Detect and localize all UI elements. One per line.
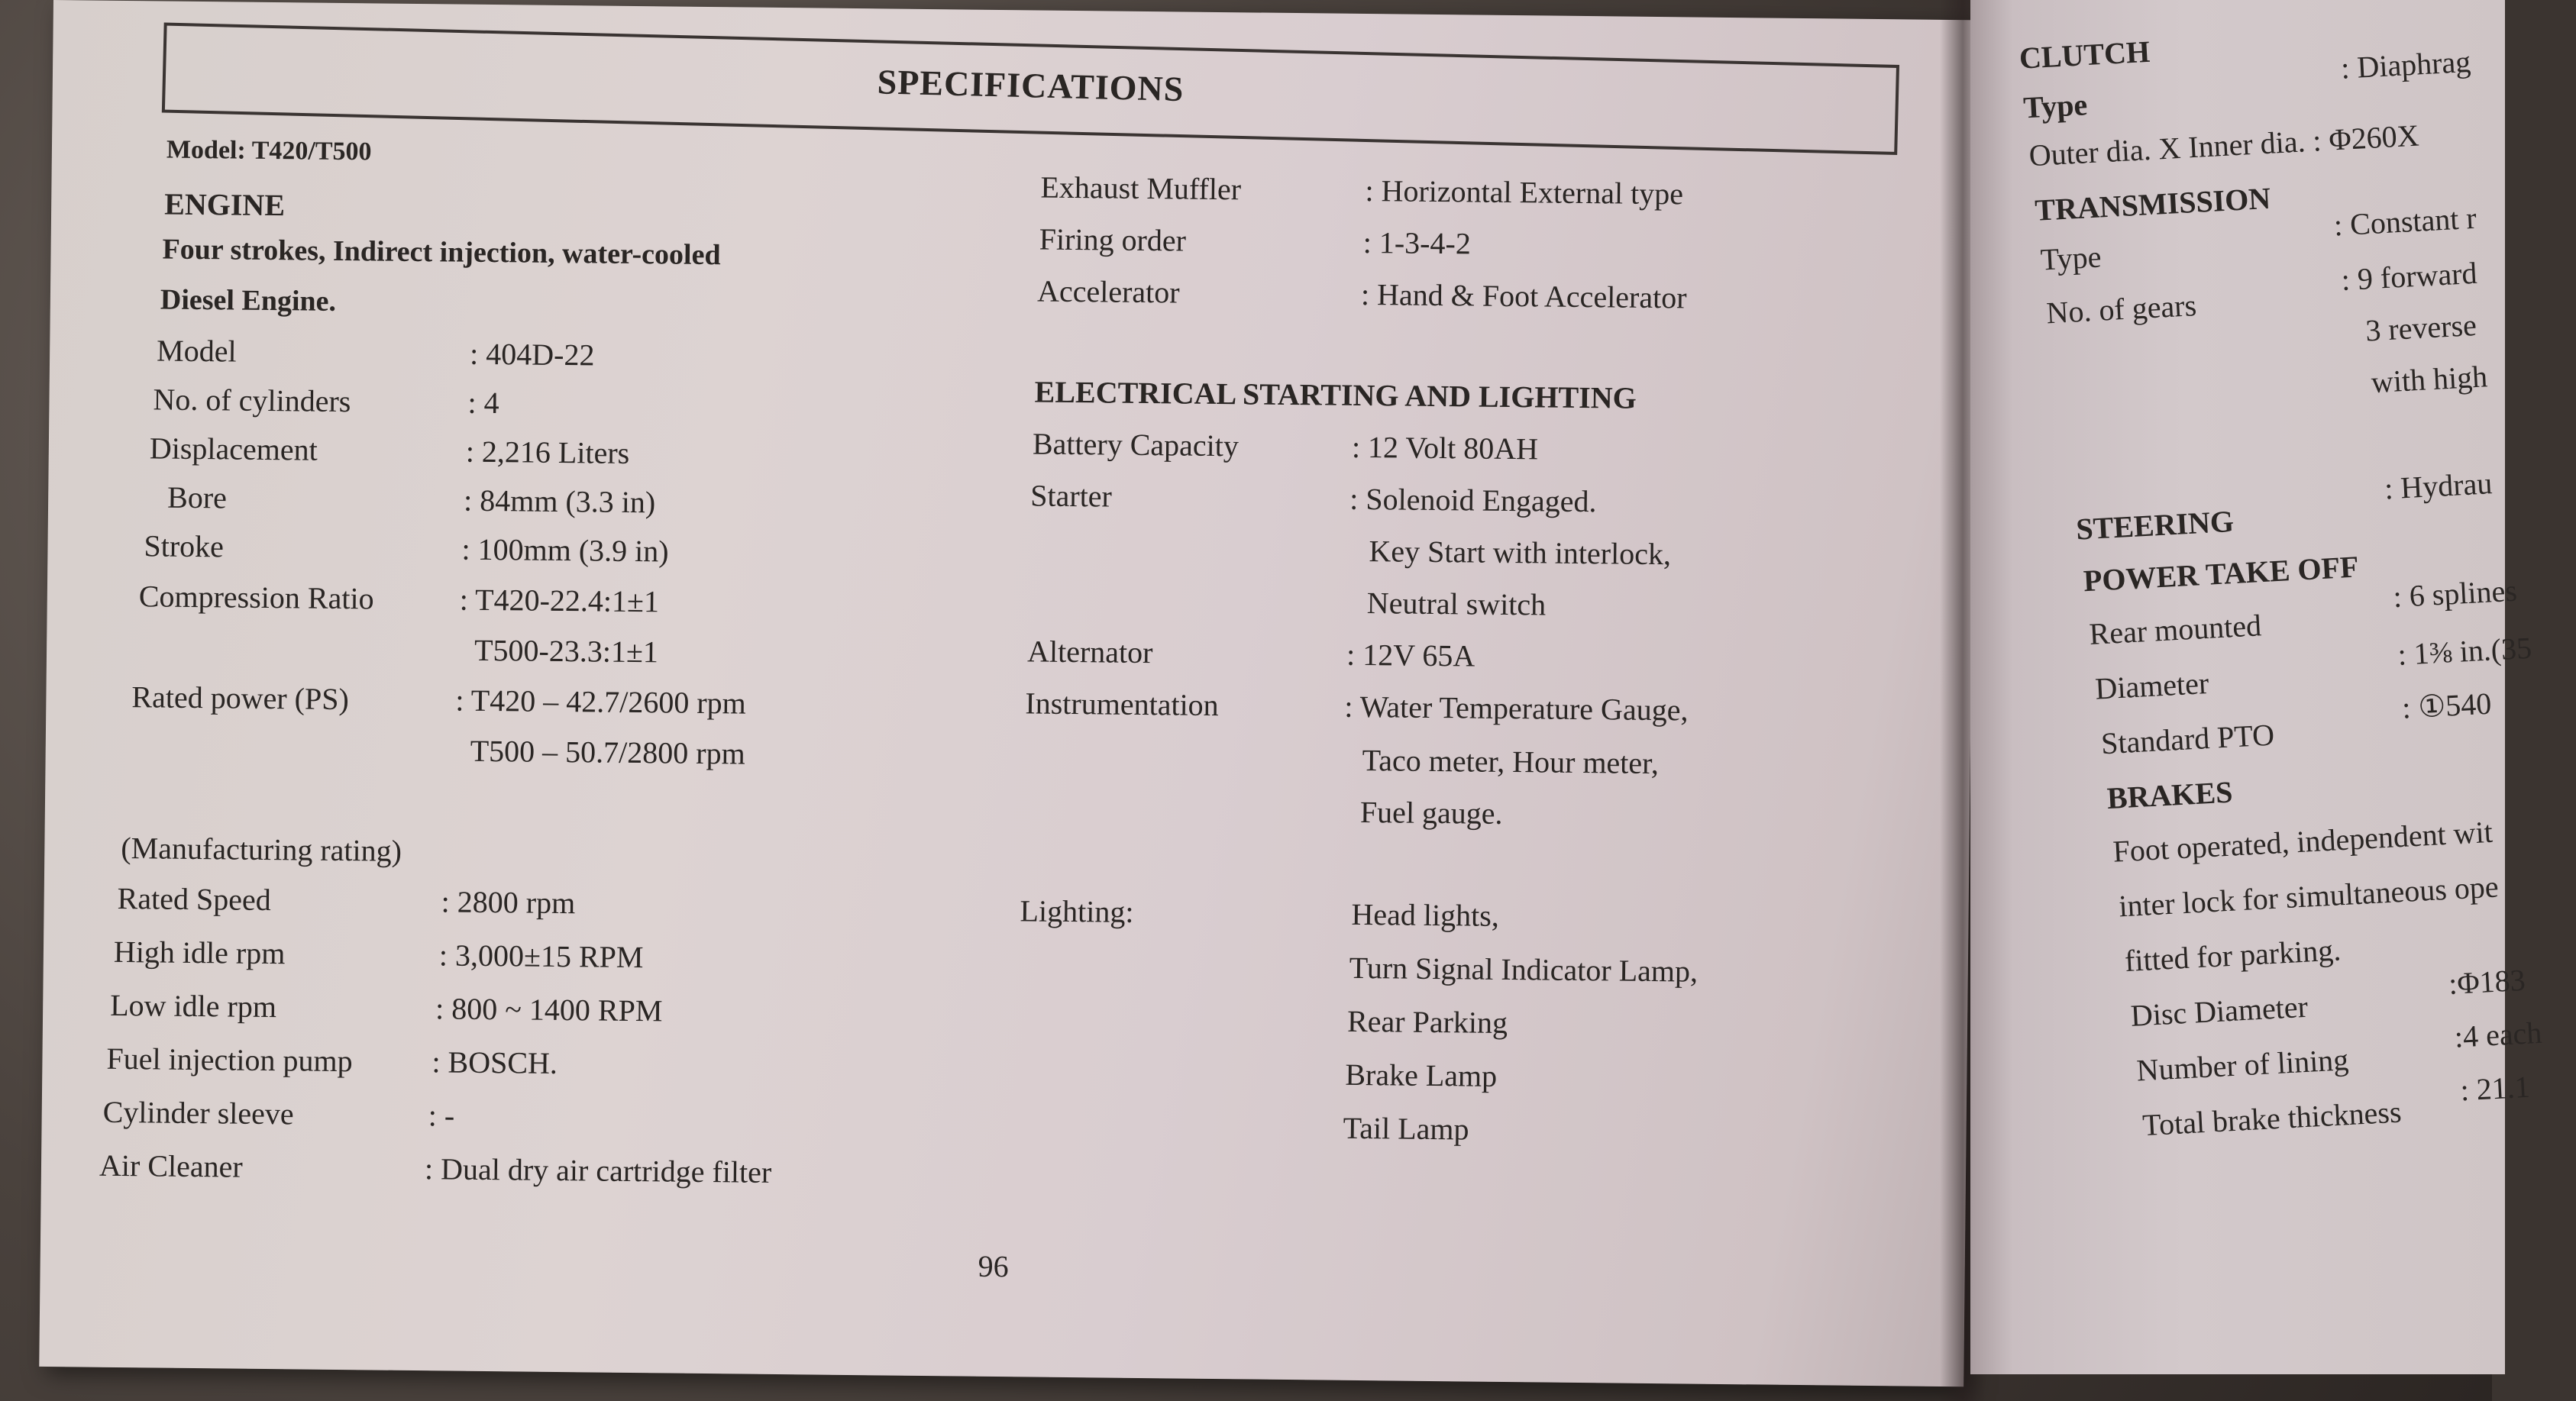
spec-label: No. of gears: [2045, 288, 2198, 331]
spec-value: : Hand & Foot Accelerator: [1360, 276, 1687, 315]
spec-value: : Solenoid Engaged.: [1349, 481, 1597, 519]
spec-label: Rated Speed: [117, 880, 271, 918]
spec-label: Outer dia. X Inner dia. : Φ260X: [2028, 118, 2420, 173]
spec-value: : 2,216 Liters: [465, 434, 630, 470]
lighting-item: Tail Lamp: [1343, 1110, 1469, 1147]
spec-value: : 404D-22: [469, 336, 595, 373]
spec-value: : 1-3-4-2: [1362, 224, 1472, 261]
spec-value: :Φ183: [2448, 962, 2526, 1001]
spec-label: Cylinder sleeve: [102, 1094, 294, 1131]
right-page: [1970, 0, 2543, 1374]
spec-label: Alternator: [1026, 634, 1153, 670]
spec-label: Accelerator: [1036, 273, 1180, 310]
brakes-text: Foot operated, independent wit: [2112, 814, 2494, 869]
spec-label: Instrumentation: [1025, 686, 1219, 723]
brakes-text: fitted for parking.: [2123, 932, 2342, 979]
spec-value: : 12 Volt 80AH: [1351, 429, 1539, 466]
spec-label: Compression Ratio: [138, 579, 374, 616]
engine-desc-2: Diesel Engine.: [160, 283, 337, 318]
spec-label: Low idle rpm: [109, 987, 277, 1025]
page-number: 96: [978, 1248, 1009, 1284]
spec-label: Firing order: [1039, 221, 1187, 258]
spec-label: Exhaust Muffler: [1040, 169, 1242, 207]
spec-value: : ①540: [2401, 686, 2493, 725]
pto-heading: POWER TAKE OFF: [2082, 549, 2360, 599]
spec-value: : Hydrau: [2384, 466, 2494, 506]
spec-value: : 84mm (3.3 in): [463, 483, 656, 520]
spec-value: :4 each: [2453, 1015, 2543, 1054]
spec-value-cont: with high: [2370, 359, 2489, 400]
spec-value: : Diaphrag: [2340, 44, 2472, 86]
spec-label: Displacement: [149, 431, 318, 467]
spec-value-cont: Key Start with interlock,: [1369, 534, 1672, 572]
spec-value: : -: [428, 1098, 455, 1133]
spec-label: Battery Capacity: [1032, 426, 1240, 463]
spec-value-cont: Taco meter, Hour meter,: [1362, 743, 1660, 781]
spec-value: : T420 – 42.7/2600 rpm: [455, 683, 747, 721]
transmission-heading: TRANSMISSION: [2034, 180, 2272, 228]
spec-label: Air Cleaner: [99, 1148, 243, 1184]
spec-value-cont: Fuel gauge.: [1359, 794, 1503, 831]
spec-value: : T420-22.4:1±1: [459, 582, 660, 619]
spec-value-cont: T500-23.3:1±1: [474, 632, 659, 670]
spec-value: : 800 ~ 1400 RPM: [435, 991, 663, 1028]
spec-label: Model: [156, 333, 237, 369]
spec-value: : Constant r: [2332, 200, 2477, 243]
spec-label: Diameter: [2094, 665, 2210, 706]
spec-label: No. of cylinders: [153, 382, 351, 419]
spec-label: Type: [2039, 239, 2102, 277]
lighting-item: Brake Lamp: [1345, 1057, 1498, 1093]
spec-value: : 12V 65A: [1346, 637, 1475, 673]
spec-label: Number of lining: [2135, 1042, 2350, 1088]
model-line: Model: T420/T500: [166, 135, 372, 166]
spec-value: : BOSCH.: [431, 1044, 558, 1080]
left-page: [39, 0, 1978, 1386]
spec-value-cont: Neutral switch: [1366, 586, 1547, 622]
electrical-heading: ELECTRICAL STARTING AND LIGHTING: [1034, 374, 1637, 415]
engine-desc-1: Four strokes, Indirect injection, water-cooled: [162, 233, 721, 272]
spec-label: Disc Diameter: [2129, 989, 2309, 1033]
spec-value-cont: T500 – 50.7/2800 rpm: [470, 733, 745, 771]
spec-label: Type: [2022, 87, 2089, 125]
spec-value: : 9 forward: [2340, 255, 2478, 298]
spec-value: : Water Temperature Gauge,: [1344, 689, 1689, 728]
spec-value: : 21.1: [2459, 1069, 2531, 1108]
spec-value: : 100mm (3.9 in): [461, 531, 669, 569]
lighting-item: Turn Signal Indicator Lamp,: [1349, 950, 1698, 989]
spec-value: : 4: [467, 385, 499, 421]
spec-label: Lighting:: [1020, 893, 1134, 929]
spec-value: : 1⅜ in.(35: [2397, 630, 2533, 672]
spec-label: High idle rpm: [113, 934, 286, 971]
brakes-heading: BRAKES: [2106, 774, 2234, 816]
clutch-heading: CLUTCH: [2018, 34, 2151, 76]
spec-value: : 3,000±15 RPM: [438, 938, 644, 975]
spec-value: : Horizontal External type: [1365, 173, 1684, 211]
engine-heading: ENGINE: [163, 186, 286, 223]
page-title: SPECIFICATIONS: [877, 62, 1185, 109]
spec-value: : 6 splines: [2392, 573, 2518, 615]
manufacturing-note: (Manufacturing rating): [121, 830, 402, 868]
spec-label: Fuel injection pump: [106, 1041, 353, 1079]
spec-label: Bore: [166, 479, 228, 515]
brakes-text: inter lock for simultaneous ope: [2118, 869, 2500, 924]
spec-label: Standard PTO: [2100, 717, 2276, 761]
spec-label: Rear mounted: [2088, 608, 2263, 651]
specifications-title-box: [162, 23, 1899, 155]
lighting-item: Head lights,: [1351, 896, 1500, 933]
steering-heading: STEERING: [2075, 503, 2235, 547]
spec-label: Stroke: [144, 528, 225, 564]
spec-label: Rated power (PS): [131, 680, 350, 717]
spec-label: Total brake thickness: [2141, 1094, 2403, 1143]
spec-value: : Dual dry air cartridge filter: [424, 1151, 772, 1190]
spec-value: : 2800 rpm: [441, 884, 576, 921]
lighting-item: Rear Parking: [1346, 1003, 1508, 1041]
spec-value-cont: 3 reverse: [2364, 307, 2477, 348]
spec-label: Starter: [1030, 478, 1113, 514]
